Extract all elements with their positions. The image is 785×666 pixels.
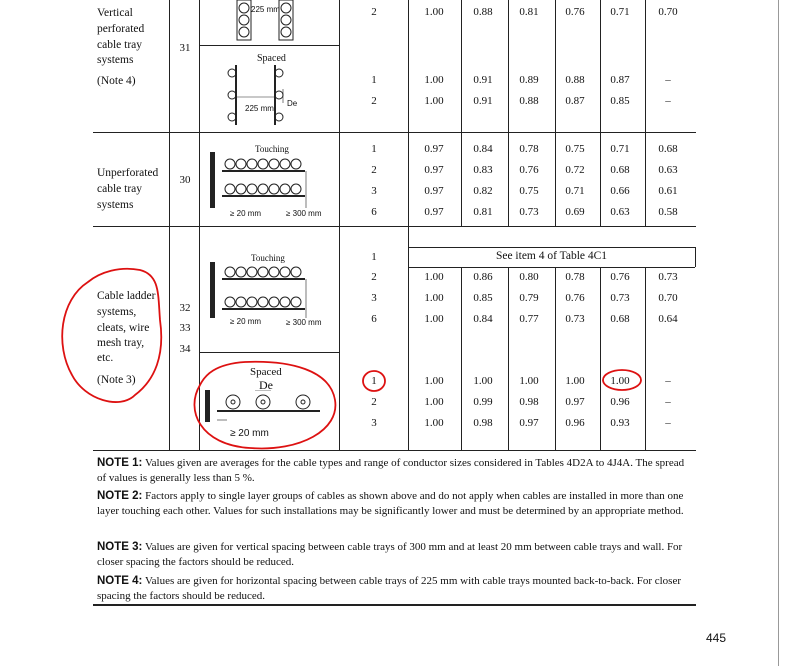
table-cell: 0.75 [519,185,539,197]
method-line: Unperforated [97,167,159,179]
trays-count: 1 [371,375,377,387]
method-line: cleats, wire [97,322,150,334]
trays-count: 3 [371,292,377,304]
table-cell: 0.63 [658,164,678,176]
table-cell: 1.00 [424,396,444,408]
table-cell: 0.73 [565,313,585,325]
ref-number: 33 [179,322,191,334]
table-cell: 0.76 [565,6,585,18]
table-cell: 0.85 [473,292,493,304]
ref-number: 34 [179,343,191,355]
annotation-circle-diagram [194,362,335,449]
table-cell: 0.97 [519,417,539,429]
table-cell: 0.91 [473,95,493,107]
table-cell: 0.99 [473,396,493,408]
table-cell: 0.69 [565,206,585,218]
table-cell: 0.78 [519,143,539,155]
table-cell: 0.83 [473,164,493,176]
table-cell: 1.00 [424,313,444,325]
note-1 [97,456,695,486]
table-cell: 0.82 [473,185,493,197]
note-label: NOTE 3: [97,541,143,553]
trays-count: 2 [371,95,377,107]
table-cell: 0.58 [658,206,678,218]
trays-count: 2 [371,164,377,176]
diagram-caption: ≥ 20 mm [230,209,262,218]
trays-count: 2 [371,396,377,408]
trays-count: 1 [371,143,377,155]
trays-count: 1 [371,74,377,86]
table-cell: 1.00 [424,271,444,283]
diagram-caption: De [259,378,273,392]
method-line: Cable ladder [97,290,156,302]
note-label: NOTE 4: [97,575,143,587]
table-cell: 0.76 [519,164,539,176]
table-cell: 0.91 [473,74,493,86]
trays-count: 6 [371,206,377,218]
table-cell: 0.97 [424,206,444,218]
trays-count: 3 [371,185,377,197]
ref-number: 30 [179,174,191,186]
note-2 [97,489,695,519]
table-cell: 0.75 [565,143,585,155]
table-cell: 0.68 [610,164,630,176]
table-cell: 0.71 [610,143,630,155]
table-cell: 0.70 [658,6,678,18]
table-cell: – [665,74,671,86]
table-cell: 0.93 [610,417,630,429]
ref-number: 32 [179,302,191,314]
table-cell: – [665,375,671,387]
note-text: Factors apply to single layer groups of cables as shown above and do not apply when cables are installed in more than one layer touching each other. Values for such installations may be significantly lower and must be determined by an appropriate method. [97,490,684,517]
table-cell: 0.71 [610,6,630,18]
table-cell: 0.61 [658,185,678,197]
table-cell: 0.98 [473,417,493,429]
table-cell: 0.88 [519,95,539,107]
annotation-circle-tray-1 [363,371,385,391]
table-cell: 1.00 [424,292,444,304]
table-cell: 1.00 [519,375,539,387]
see-item-note: See item 4 of Table 4C1 [495,250,608,262]
note-4 [97,574,695,604]
diagram-caption: Spaced [250,366,282,378]
ref-number: 31 [179,42,191,54]
table-cell: 0.68 [658,143,678,155]
table-cell: 0.97 [424,143,444,155]
note-label: NOTE 2: [97,490,143,502]
table-cell: 0.85 [610,95,630,107]
table-cell: 1.00 [424,95,444,107]
note-label: NOTE 1: [97,457,143,469]
note-text: Values are given for vertical spacing between cable trays of 300 mm and at least 20 mm between cable trays and wall. For closer spacing the factors should be reduced. [97,541,683,568]
table-cell: 0.68 [610,313,630,325]
table-cell: 0.63 [610,206,630,218]
table-cell: 0.87 [565,95,585,107]
table-cell: 0.87 [610,74,630,86]
table-cell: 0.79 [519,292,539,304]
method-line: systems [97,54,134,66]
table-cell: 0.88 [473,6,493,18]
method-line: etc. [97,352,114,364]
table-cell: 0.86 [473,271,493,283]
diagram-caption: ≥ 300 mm [286,318,322,327]
table-cell: 1.00 [610,375,630,387]
trays-count: 1 [371,251,377,263]
table-cell: 0.80 [519,271,539,283]
table-cell: 1.00 [424,74,444,86]
table-cell: 0.78 [565,271,585,283]
notes-bottom-rule [93,604,696,606]
table-cell: 0.96 [610,396,630,408]
diagram-caption: 225 mm [251,5,280,14]
note-3 [97,540,695,570]
table-cell: 0.76 [565,292,585,304]
table-cell: 0.97 [424,164,444,176]
method-line: systems, [97,306,137,318]
table-cell: 1.00 [424,417,444,429]
table-cell: 0.64 [658,313,678,325]
diagram-caption: Spaced [257,53,286,64]
table-cell: 0.73 [610,292,630,304]
diagram-caption: ≥ 20 mm [230,428,269,439]
table-cell: 0.97 [565,396,585,408]
note-text: Values are given for horizontal spacing between cable trays of 225 mm with cable trays mounted back-to-back. For closer spacing the factors should be reduced. [97,575,682,602]
method-note: (Note 3) [97,374,136,386]
table-cell: 0.76 [610,271,630,283]
table-cell: 1.00 [424,6,444,18]
table-cell: 1.00 [565,375,585,387]
method-line: systems [97,199,134,211]
method-line: cable tray [97,183,143,195]
table-cell: 0.66 [610,185,630,197]
method-line: mesh tray, [97,337,145,349]
annotation-circle-value [603,370,641,390]
method-line: Vertical [97,7,133,19]
diagram-caption: 225 mm [245,104,274,113]
diagram-caption: Touching [255,144,289,154]
table-cell: 0.97 [424,185,444,197]
table-cell: 0.88 [565,74,585,86]
diagram-caption: De [287,99,298,108]
table-cell: 1.00 [424,375,444,387]
table-cell: – [665,417,671,429]
table-cell: – [665,95,671,107]
diagram-caption: ≥ 20 mm [230,317,262,326]
table-cell: 0.72 [565,164,585,176]
trays-count: 3 [371,417,377,429]
note-text: Values given are averages for the cable types and range of conductor sizes considered in Tables 4D2A to 4J4A. The spread of values is generally less than 5 %. [97,457,685,484]
table-cell: 0.70 [658,292,678,304]
method-line: perforated [97,23,145,35]
method-line: cable tray [97,39,143,51]
table-cell: 1.00 [473,375,493,387]
table-cell: 0.73 [519,206,539,218]
trays-count: 2 [371,271,377,283]
table-cell: 0.89 [519,74,539,86]
table-cell: – [665,396,671,408]
table-cell: 0.84 [473,313,493,325]
page-number: 445 [706,631,727,645]
table-cell: 0.96 [565,417,585,429]
table-cell: 0.77 [519,313,539,325]
table-cell: 0.84 [473,143,493,155]
table-cell: 0.98 [519,396,539,408]
annotation-circle-method [62,269,161,402]
method-note: (Note 4) [97,75,136,87]
trays-count: 6 [371,313,377,325]
diagram-caption: Touching [251,253,285,263]
trays-count: 2 [371,6,377,18]
table-cell: 0.81 [519,6,539,18]
table-cell: 0.81 [473,206,493,218]
diagram-caption: ≥ 300 mm [286,209,322,218]
page-right-border [778,0,779,666]
table-cell: 0.73 [658,271,678,283]
table-cell: 0.71 [565,185,585,197]
